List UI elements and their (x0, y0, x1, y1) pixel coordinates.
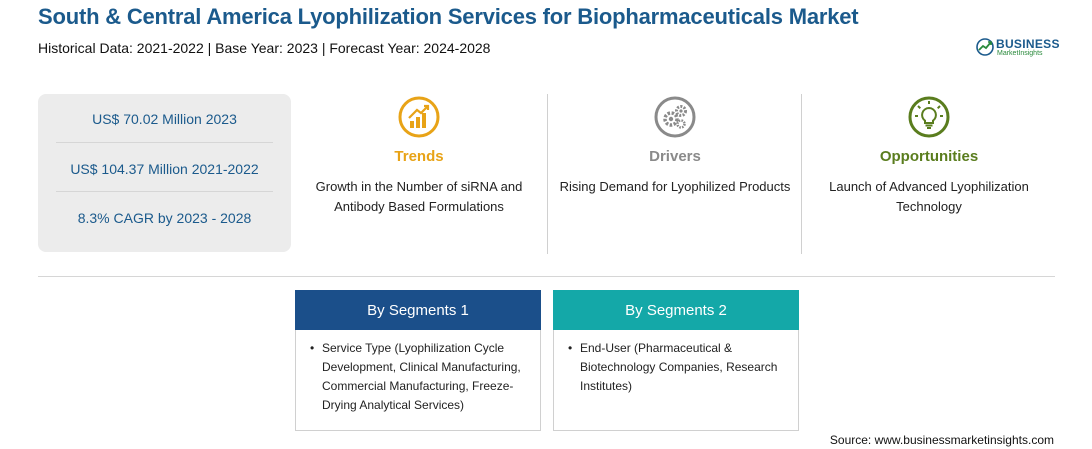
stat-market-size-2023: US$ 70.02 Million 2023 (92, 111, 237, 127)
segment-item: • End-User (Pharmaceutical & Biotechnology Companies, Research Institutes) (564, 339, 792, 396)
feature-text: Rising Demand for Lyophilized Products (559, 179, 791, 194)
section-divider (38, 276, 1055, 277)
stat-market-size-historical: US$ 104.37 Million 2021-2022 (70, 161, 259, 177)
gears-icon (654, 96, 696, 138)
lightbulb-icon (908, 96, 950, 138)
logo-word: BUSINESS (996, 37, 1060, 51)
brand-logo (976, 36, 1060, 60)
segment-list (306, 339, 534, 415)
feature-text: Growth in the Number of siRNA and Antibody Based Formulations (315, 179, 523, 214)
source-note: Source: www.businessmarketinsights.com (829, 433, 1054, 447)
feature-drivers (548, 94, 802, 254)
feature-heading: Drivers (649, 148, 701, 165)
segment-card-2 (553, 290, 799, 431)
stat-cagr: 8.3% CAGR by 2023 - 2028 (77, 210, 252, 226)
key-stats-panel (38, 94, 291, 252)
feature-heading: Opportunities (879, 148, 979, 165)
stat-divider (56, 142, 273, 143)
feature-heading: Trends (394, 148, 444, 165)
stat-divider (56, 191, 273, 192)
chart-growth-icon (398, 96, 440, 138)
segment-header: By Segments 1 (295, 290, 541, 330)
feature-opportunities (802, 94, 1056, 254)
segment-list (564, 339, 792, 396)
segment-header: By Segments 2 (553, 290, 799, 330)
logo-globe-icon (976, 38, 994, 56)
feature-text: Launch of Advanced Lyophilization Technology (829, 179, 1029, 214)
page-title: South & Central America Lyophilization Services for Biopharmaceuticals Market (38, 4, 859, 29)
logo-subword: MarketInsights (997, 50, 1043, 57)
segment-card-1 (295, 290, 541, 431)
segment-item: • Service Type (Lyophilization Cycle Development, Clinical Manufacturing, Commercial Manufacturing, Freeze-Drying Analytical Services) (306, 339, 534, 415)
feature-trends (292, 94, 546, 254)
page-subtitle: Historical Data: 2021-2022 | Base Year: 2023 | Forecast Year: 2024-2028 (38, 40, 491, 56)
